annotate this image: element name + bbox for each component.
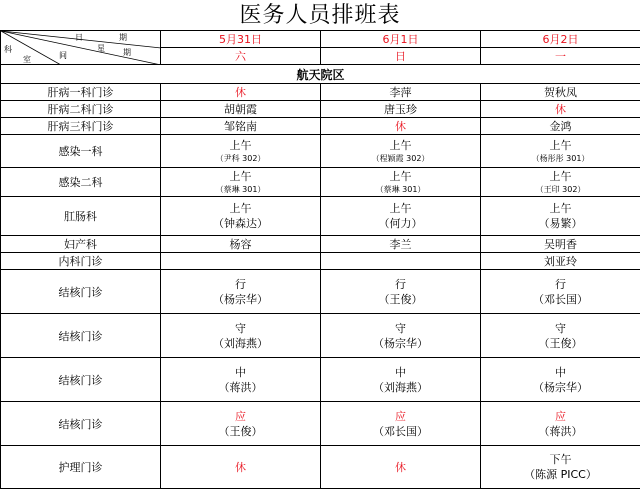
date-header-row	[1, 31, 640, 48]
shift-time: 下午	[549, 453, 572, 466]
shift-time: 中	[395, 365, 406, 379]
shift-time: 上午	[549, 169, 572, 183]
shift-cell: 休	[321, 118, 481, 135]
shift-cell	[481, 270, 640, 314]
department-cell: 妇产科	[1, 236, 161, 253]
shift-cell: 刘亚玲	[481, 253, 640, 270]
schedule-table	[0, 30, 640, 489]
shift-staff: （程颖霞 302）	[371, 153, 430, 163]
date-cell-2: 6月2日	[481, 31, 640, 48]
shift-time: 上午	[229, 202, 252, 215]
shift-staff: （尹科 302）	[215, 153, 266, 163]
shift-staff: （刘海燕）	[213, 336, 268, 350]
shift-cell: 李兰	[321, 236, 481, 253]
shift-cell: 邹铭南	[161, 118, 321, 135]
shift-time: 上午	[389, 138, 412, 152]
shift-time: 上午	[229, 138, 252, 152]
shift-cell: 休	[481, 101, 640, 118]
shift-cell: 休	[161, 84, 321, 101]
department-cell: 肝病一科门诊	[1, 84, 161, 101]
section-title: 航天院区	[1, 65, 640, 84]
shift-cell	[321, 168, 481, 197]
shift-cell	[161, 168, 321, 197]
shift-staff: （刘海燕）	[373, 380, 428, 394]
shift-cell	[161, 314, 321, 358]
shift-time: 上午	[549, 202, 572, 215]
department-cell: 感染二科	[1, 168, 161, 197]
shift-staff: （邓长国）	[373, 424, 428, 438]
shift-cell: 吴明香	[481, 236, 640, 253]
schedule-row	[1, 168, 640, 197]
department-cell: 结核门诊	[1, 270, 161, 314]
shift-staff: （杨彤彤 301）	[531, 153, 590, 163]
weekday-cell-2: 一	[481, 48, 640, 65]
shift-cell	[481, 358, 640, 402]
schedule-row	[1, 197, 640, 236]
shift-cell: 休	[321, 446, 481, 489]
department-cell: 肝病三科门诊	[1, 118, 161, 135]
department-cell: 肛肠科	[1, 197, 161, 236]
shift-time: 中	[235, 365, 246, 379]
shift-cell	[161, 197, 321, 236]
department-cell: 感染一科	[1, 135, 161, 168]
shift-staff: （蒋洪）	[538, 424, 583, 438]
shift-cell	[481, 314, 640, 358]
shift-cell	[161, 135, 321, 168]
shift-cell	[481, 402, 640, 446]
schedule-row	[1, 270, 640, 314]
header-corner	[1, 31, 161, 65]
shift-cell: 唐玉珍	[321, 101, 481, 118]
shift-cell: 金鸿	[481, 118, 640, 135]
shift-cell	[161, 253, 321, 270]
weekday-cell-1: 日	[321, 48, 481, 65]
shift-cell	[161, 270, 321, 314]
schedule-row	[1, 314, 640, 358]
shift-staff: （蒋洪）	[218, 380, 263, 394]
corner-label-jian: 间	[59, 51, 67, 60]
schedule-row	[1, 118, 640, 135]
page-title: 医务人员排班表	[239, 3, 401, 28]
shift-cell: 贺秋凤	[481, 84, 640, 101]
shift-cell	[481, 135, 640, 168]
shift-staff: （王俊）	[218, 424, 263, 438]
shift-cell	[321, 402, 481, 446]
shift-staff: （王俊）	[538, 336, 583, 350]
department-cell: 护理门诊	[1, 446, 161, 489]
shift-cell	[481, 168, 640, 197]
shift-cell: 李萍	[321, 84, 481, 101]
department-cell: 结核门诊	[1, 358, 161, 402]
shift-staff: （钟森达）	[213, 217, 268, 230]
shift-staff: （何力）	[378, 217, 423, 230]
shift-staff: （杨宗华）	[533, 380, 588, 394]
schedule-row	[1, 446, 640, 489]
shift-cell	[321, 253, 481, 270]
shift-cell	[321, 314, 481, 358]
shift-time: 守	[395, 321, 406, 335]
schedule-row	[1, 253, 640, 270]
shift-cell	[161, 358, 321, 402]
shift-staff: （杨宗华）	[213, 292, 268, 306]
shift-staff: （王印 302）	[535, 184, 586, 194]
shift-cell: 休	[161, 446, 321, 489]
schedule-row	[1, 135, 640, 168]
corner-label-qi: 期	[119, 33, 127, 42]
corner-label-ke: 科	[4, 45, 12, 54]
shift-time: 应	[235, 409, 246, 423]
shift-cell: 胡朝霞	[161, 101, 321, 118]
corner-label-xing: 星	[97, 44, 105, 53]
shift-time: 行	[235, 277, 246, 291]
shift-staff: （陈源 PICC）	[524, 468, 597, 481]
shift-cell	[481, 446, 640, 489]
shift-time: 守	[555, 321, 566, 335]
shift-time: 中	[555, 365, 566, 379]
shift-time: 行	[555, 277, 566, 291]
shift-staff: （蔡琳 301）	[375, 184, 426, 194]
shift-cell: 杨容	[161, 236, 321, 253]
corner-label-ri: 日	[75, 33, 83, 42]
shift-cell	[161, 402, 321, 446]
shift-staff: （易繁）	[538, 217, 583, 230]
corner-label-qi2: 期	[123, 48, 131, 57]
corner-label-shi: 室	[23, 55, 31, 64]
schedule-row	[1, 402, 640, 446]
shift-cell	[321, 358, 481, 402]
shift-cell	[321, 197, 481, 236]
shift-cell	[481, 197, 640, 236]
shift-staff: （王俊）	[378, 292, 423, 306]
schedule-row	[1, 84, 640, 101]
section-row	[1, 65, 640, 84]
date-cell-0: 5月31日	[161, 31, 321, 48]
department-cell: 结核门诊	[1, 314, 161, 358]
shift-staff: （杨宗华）	[373, 336, 428, 350]
schedule-row	[1, 101, 640, 118]
schedule-row	[1, 236, 640, 253]
shift-time: 上午	[389, 202, 412, 215]
shift-cell	[321, 135, 481, 168]
date-cell-1: 6月1日	[321, 31, 481, 48]
shift-time: 上午	[229, 169, 252, 183]
shift-staff: （蔡琳 301）	[215, 184, 266, 194]
shift-time: 应	[555, 409, 566, 423]
shift-time: 守	[235, 321, 246, 335]
department-cell: 结核门诊	[1, 402, 161, 446]
shift-time: 上午	[389, 169, 412, 183]
weekday-cell-0: 六	[161, 48, 321, 65]
shift-time: 上午	[549, 138, 572, 152]
shift-staff: （邓长国）	[533, 292, 588, 306]
shift-time: 应	[395, 409, 406, 423]
schedule-row	[1, 358, 640, 402]
shift-time: 行	[395, 277, 406, 291]
department-cell: 内科门诊	[1, 253, 161, 270]
department-cell: 肝病二科门诊	[1, 101, 161, 118]
shift-cell	[321, 270, 481, 314]
